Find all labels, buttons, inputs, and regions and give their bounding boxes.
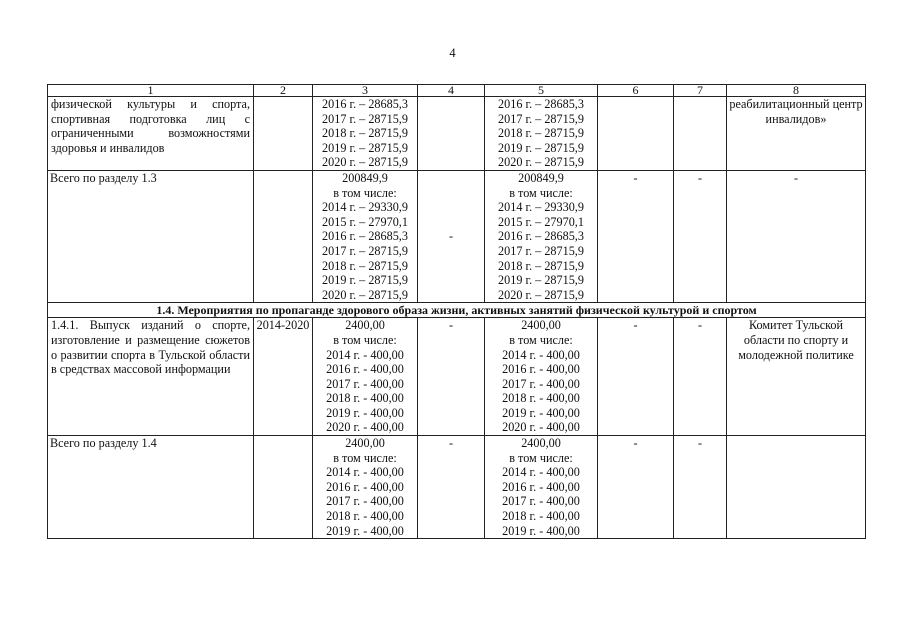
row1-col4 — [418, 97, 485, 171]
row2-col8-dash: - — [727, 170, 866, 302]
header-cell-2: 2 — [254, 85, 313, 97]
funding-line: 2018 г. - 400,00 — [502, 391, 580, 406]
funding-line: 2018 г. – 28715,9 — [498, 126, 584, 141]
row4-period — [254, 436, 313, 539]
funding-line: 2020 г. - 400,00 — [326, 420, 404, 435]
funding-line: 2018 г. – 28715,9 — [498, 258, 584, 273]
funding-line: 2016 г. – 28685,3 — [322, 97, 408, 111]
funding-line: 2018 г. – 28715,9 — [322, 126, 408, 141]
row4-funding-total — [313, 436, 418, 539]
row1-col7 — [674, 97, 727, 171]
header-cell-3: 3 — [313, 85, 418, 97]
row4-col4-dash: - — [418, 436, 485, 539]
funding-line: 2014 г. - 400,00 — [502, 465, 580, 480]
funding-line: 2020 г. - 400,00 — [502, 420, 580, 435]
funding-line: в том числе: — [509, 450, 573, 465]
row3-col4-dash: - — [418, 318, 485, 436]
funding-line: 2019 г. – 28715,9 — [322, 140, 408, 155]
row3-executor: Комитет Тульской области по спорту и молодежной политике — [727, 318, 866, 436]
funding-line: 2016 г. - 400,00 — [502, 479, 580, 494]
funding-line: 2018 г. - 400,00 — [326, 509, 404, 524]
funding-line: 2014 г. – 29330,9 — [498, 200, 584, 215]
funding-line: 200849,9 — [518, 170, 564, 185]
row4-funding-regional — [485, 436, 598, 539]
funding-line: 2014 г. - 400,00 — [326, 465, 404, 480]
row2-funding-total — [313, 170, 418, 302]
row3-col6-dash: - — [598, 318, 674, 436]
funding-line: 2014 г. - 400,00 — [326, 347, 404, 362]
funding-line: 2016 г. - 400,00 — [502, 362, 580, 377]
funding-line: 2017 г. - 400,00 — [502, 376, 580, 391]
funding-line: 2400,00 — [345, 318, 385, 333]
funding-line: 2015 г. – 27970,1 — [322, 214, 408, 229]
row3-funding-regional — [485, 318, 598, 436]
funding-line: 2019 г. - 400,00 — [326, 405, 404, 420]
funding-line: 2016 г. - 400,00 — [326, 362, 404, 377]
funding-line: 2400,00 — [521, 318, 561, 333]
header-cell-1: 1 — [48, 85, 254, 97]
funding-line: 2017 г. – 28715,9 — [498, 243, 584, 258]
program-table — [47, 84, 866, 539]
table-row — [48, 97, 866, 171]
funding-line: 2017 г. – 28715,9 — [322, 243, 408, 258]
row2-description: Всего по разделу 1.3 — [48, 170, 254, 302]
funding-line: 2019 г. – 28715,9 — [498, 273, 584, 288]
funding-line: 2400,00 — [521, 436, 561, 451]
funding-line: 2018 г. - 400,00 — [326, 391, 404, 406]
row1-funding-total — [313, 97, 418, 171]
row4-executor — [727, 436, 866, 539]
row2-funding-regional — [485, 170, 598, 302]
table-row — [48, 436, 866, 539]
funding-line: 2018 г. – 28715,9 — [322, 258, 408, 273]
funding-line: 2018 г. - 400,00 — [502, 509, 580, 524]
funding-line: 2016 г. - 400,00 — [326, 479, 404, 494]
funding-line: 2017 г. – 28715,9 — [322, 111, 408, 126]
funding-line: 2017 г. - 400,00 — [502, 494, 580, 509]
row4-col7-dash: - — [674, 436, 727, 539]
row2-col4-dash: - — [418, 170, 485, 302]
funding-line: в том числе: — [509, 332, 573, 347]
row1-executor: реабилитационный центр инвалидов» — [727, 97, 866, 171]
funding-line: 2015 г. – 27970,1 — [498, 214, 584, 229]
funding-line: 2017 г. – 28715,9 — [498, 111, 584, 126]
funding-line: 2016 г. – 28685,3 — [498, 97, 584, 111]
funding-line: 2019 г. - 400,00 — [326, 523, 404, 538]
funding-line: 2019 г. - 400,00 — [502, 523, 580, 538]
header-cell-4: 4 — [418, 85, 485, 97]
funding-line: 2017 г. - 400,00 — [326, 376, 404, 391]
section-header-row — [48, 303, 866, 318]
funding-line: 2020 г. – 28715,9 — [322, 155, 408, 170]
page-number: 4 — [449, 46, 456, 60]
funding-line: 2016 г. – 28685,3 — [322, 229, 408, 244]
row1-funding-regional — [485, 97, 598, 171]
header-cell-5: 5 — [485, 85, 598, 97]
header-cell-7: 7 — [674, 85, 727, 97]
row3-period: 2014-2020 — [254, 318, 313, 436]
row1-description: физической культуры и спорта, спортивная подготовка лиц с ограниченными возможностями здоровья и инвалидов — [48, 97, 254, 171]
funding-line: 2019 г. - 400,00 — [502, 405, 580, 420]
row2-period — [254, 170, 313, 302]
funding-line: в том числе: — [509, 185, 573, 200]
table-row — [48, 170, 866, 302]
funding-line: в том числе: — [333, 450, 397, 465]
section-title: 1.4. Мероприятия по пропаганде здорового образа жизни, активных занятий физической культурой и спортом — [48, 303, 866, 318]
table-row — [48, 318, 866, 436]
row3-description: 1.4.1. Выпуск изданий о спорте, изготовление и размещение сюжетов о развитии спорта в Тульской области в средствах массовой информации — [48, 318, 254, 436]
row2-col7-dash: - — [674, 170, 727, 302]
funding-line: в том числе: — [333, 185, 397, 200]
funding-line: 2020 г. – 28715,9 — [498, 287, 584, 302]
header-row — [48, 85, 866, 97]
funding-line: 2017 г. - 400,00 — [326, 494, 404, 509]
row4-description: Всего по разделу 1.4 — [48, 436, 254, 539]
funding-line: 2014 г. - 400,00 — [502, 347, 580, 362]
funding-line: в том числе: — [333, 332, 397, 347]
row2-col6-dash: - — [598, 170, 674, 302]
row3-funding-total — [313, 318, 418, 436]
row3-col7-dash: - — [674, 318, 727, 436]
header-cell-8: 8 — [727, 85, 866, 97]
header-cell-6: 6 — [598, 85, 674, 97]
row4-col6-dash: - — [598, 436, 674, 539]
funding-line: 2400,00 — [345, 436, 385, 451]
funding-line: 2020 г. – 28715,9 — [498, 155, 584, 170]
funding-line: 2014 г. – 29330,9 — [322, 200, 408, 215]
funding-line: 2020 г. – 28715,9 — [322, 287, 408, 302]
funding-line: 200849,9 — [342, 170, 388, 185]
row1-period — [254, 97, 313, 171]
funding-line: 2019 г. – 28715,9 — [498, 140, 584, 155]
row1-col6 — [598, 97, 674, 171]
funding-line: 2019 г. – 28715,9 — [322, 273, 408, 288]
funding-line: 2016 г. – 28685,3 — [498, 229, 584, 244]
